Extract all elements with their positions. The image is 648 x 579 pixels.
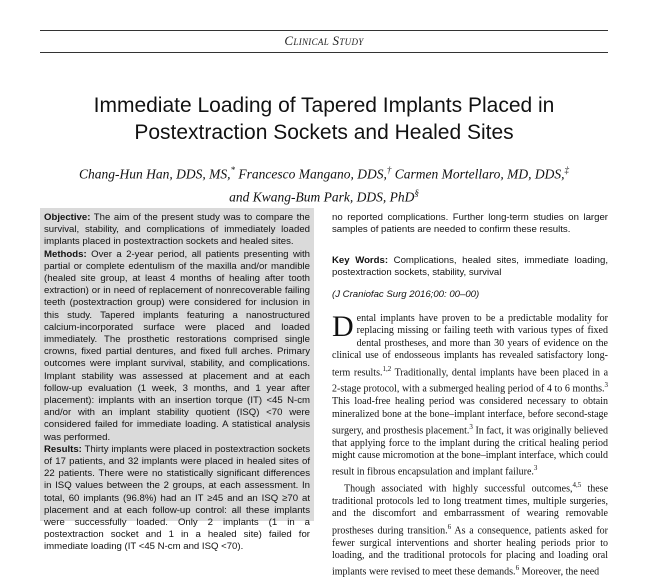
author-3-mark: ‡ [564,165,569,175]
methods-text: Over a 2-year period, all patients presenting with partial or complete edentulism of the maxilla and/or mandible (healed site group, at least 4 months of healing after tooth extraction) or in need of replacement of nonrecoverable failing teeth (postextraction group) were considered for inclusion in this study. Tapered implants featuring a nanostructured calcium-incorporated surface were placed and loaded immediately. The prosthetic restorations comprised single crowns, fixed partial dentures, and fixed full arches. Primary outcomes were implant survival, stability, and complications. Implant stability was assessed at placement and at each follow-up evaluation (1 week, 3 months, and 1 year after placement): implants with an insertion torque (IT) <45 N-cm and/or with an implant stability quotient (ISQ) <70 were considered failed for immediate loading. A statistical analysis was performed. [44,248,311,443]
title-line-1: Immediate Loading of Tapered Implants Placed in [93,94,555,117]
keywords-label: Key Words: [332,254,389,266]
journal-section-header [0,30,648,50]
keywords [332,255,608,280]
objective-label: Objective: [44,212,91,223]
right-column [332,212,608,579]
abstract-objective [44,212,310,249]
methods-label: Methods: [44,248,87,260]
author-4-mark: § [414,187,419,198]
drop-cap: D [332,310,354,344]
citation: (J Craniofac Surg 2016;00: 00–00) [332,288,480,300]
objective-text: The aim of the present study was to compare the survival, stability, and complications of immediately loaded implants placed in postextraction sockets and healed sites. [44,212,310,248]
results-text: Thirty implants were placed in postextraction sockets of 17 patients, and 32 implants were placed in healed sites of 22 patients. There were no statistically significant differences in ISQ values between the 2 groups, at each assessment. In total, 60 implants (96.8%) had an IT ≥45 and an ISQ ≥70 at placement and at each follow-up control: all these implants were successfully loaded. Only 2 implants (1 in a postextraction socket and 1 in a healed site) failed for immediate loading (IT <45 N-cm and ISQ <70). [44,443,311,553]
author-1: Chang-Hun Han, DDS, MS, [79,166,231,182]
author-1-mark: * [230,165,235,175]
section-label: Clinical Study [284,33,364,48]
abstract-results [44,444,310,554]
keywords-text: Complications, healed sites, immediate loading, postextraction sockets, stability, survival [332,254,608,279]
article-title [40,92,608,146]
author-2: Francesco Mangano, DDS, [238,166,387,182]
abstract-box [40,208,314,553]
author-list [40,161,608,206]
title-line-2: Postextraction Sockets and Healed Sites [134,121,514,144]
results-label: Results: [44,443,82,455]
abstract-continuation: no reported complications. Further long-term studies on larger samples of patients are needed to confirm these results. [332,212,608,236]
author-4: Kwang-Bum Park, DDS, PhD [252,189,415,204]
author-and: and [229,189,250,204]
body-paragraph-2: Though associated with highly successful outcomes,$^{4,5}$ these traditional protocols led to long treatment times, multiple surgeries, and the discomfort and embarrassment of wearing removable prostheses during transition.$^6$ As a consequence, patients asked for fewer surgical interventions and shorter healing periods prior to loading, and the traditional protocols for placing and loading oral implants were revised to meet these demands.$^6$ Moreover, the need [332,481,609,578]
body-paragraph-1: Dental implants have proven to be a predictable modality for replacing missing or failing teeth with various types of fixed dental prostheses, and more than 30 years of evidence on the clinical use of endosseous implants has revealed satisfactory long-term results.$^{1,2}$ Traditionally, dental implants have been placed in a 2-stage protocol, with a submerged healing period of 4 to 6 months.$^3$ This load-free healing period was considered necessary to obtain mineralized bone at the bone–implant interface, before second-stage surgery, and prosthesis placement.$^3$ In fact, it was originally believed that applying force to the implant during the critical healing period might cause micromotion at the bone–implant interface, which could result in fibrous encapsulation and implant failure.$^3$ [332,310,609,478]
author-line-1 [40,161,608,184]
author-line-2 [40,184,608,207]
header-top-rule [40,30,608,31]
header-bottom-rule [40,52,608,53]
abstract-methods [44,249,310,444]
author-3: Carmen Mortellaro, MD, DDS, [394,166,565,182]
author-2-mark: † [386,165,392,175]
